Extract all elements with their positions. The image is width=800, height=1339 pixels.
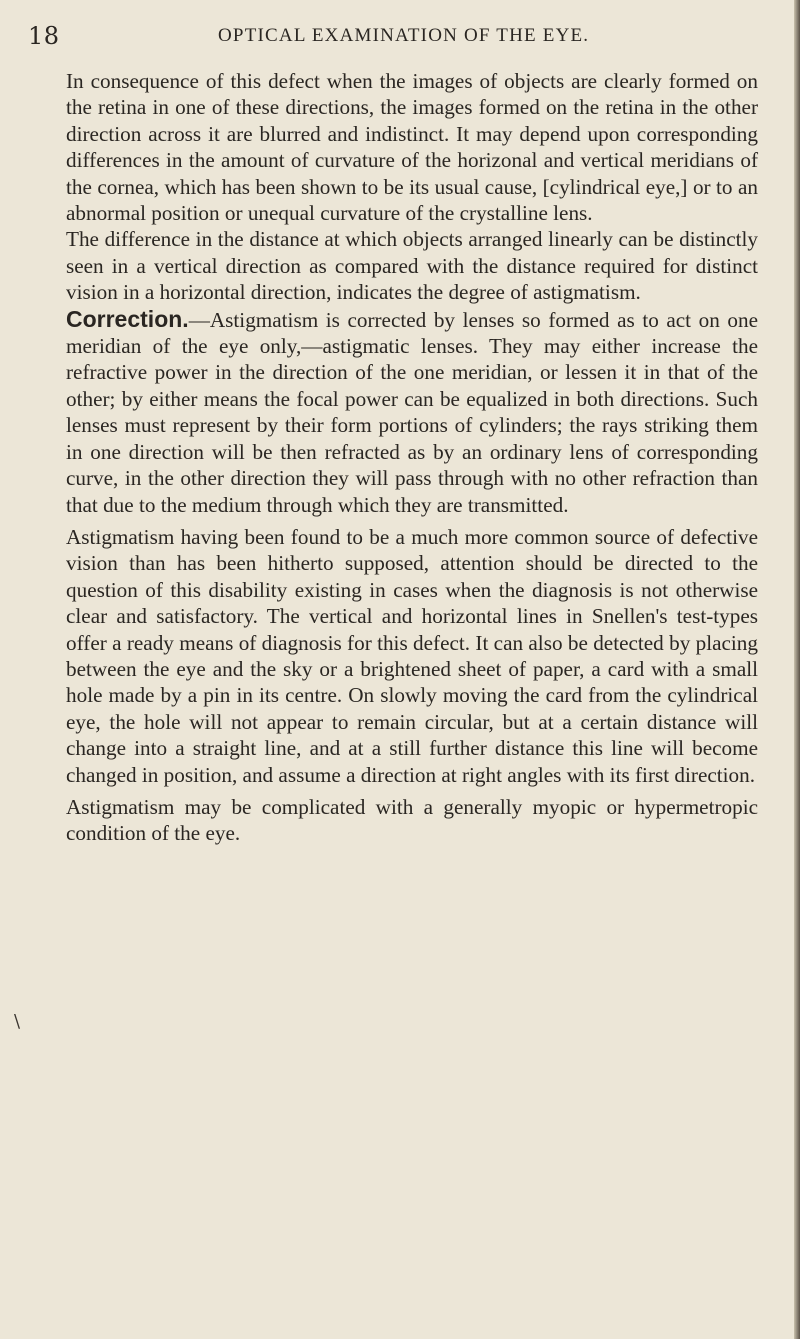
paragraph-4: Astigmatism having been found to be a much more common source of defective vision than has been hitherto supposed, attention should be directed to the question of this disability existing in cases when the diagnosis is not otherwise clear and satisfactory. The vertical and horizontal lines in Snellen's test-types offer a ready means of diagnosis for this defect. It can also be detected by placing between the eye and the sky or a brightened sheet of paper, a card with a small hole made by a pin in its centre. On slowly moving the card from the cylindrical eye, the hole will not appear to remain circular, but at a certain distance will change into a straight line, and at a still further distance this line will become changed in position, and assume a direction at right angles with its first direction. bbox=[66, 524, 758, 787]
section-heading-correction: Correction. bbox=[66, 305, 189, 332]
paragraph-5: Astigmatism may be complicated with a generally myopic or hypermetropic condition of the eye. bbox=[66, 794, 758, 846]
page-edge-shadow bbox=[794, 0, 800, 1339]
paragraph-2-text: The difference in the distance at which objects arranged linearly can be distinctly seen in a vertical direction as compared with the distance required for distinct vision in a horizontal direction, indicates the degree of astigmatism. bbox=[66, 227, 758, 305]
margin-mark: \ bbox=[14, 1011, 21, 1032]
paragraph-2 bbox=[66, 226, 758, 305]
running-title: OPTICAL EXAMINATION OF THE EYE. bbox=[218, 25, 590, 46]
page-number: 18 bbox=[28, 22, 60, 50]
page-header bbox=[28, 22, 748, 52]
paragraph-1: In consequence of this defect when the images of objects are clearly formed on the retina in one of these directions, the images formed on the retina in the other direction across it are blurred and indistinct. It may depend upon corresponding differences in the amount of curvature of the horizonal and vertical meridians of the cornea, which has been shown to be its usual cause, [cylindrical eye,] or to an abnormal position or unequal curvature of the crystalline lens. bbox=[66, 69, 758, 226]
paragraph-3 bbox=[66, 306, 758, 518]
body-text bbox=[66, 68, 758, 847]
paragraph-3-text: —Astigmatism is corrected by lenses so formed as to act on one meridian of the eye only,—astigmatic lenses. They may either increase the refractive power in the direction of the one meridian, or lessen it in that of the other; by either means the focal power can be equalized in both directions. Such lenses must represent by their form portions of cylinders; the rays striking them in one direction will be then refracted as by an ordinary lens of corresponding curve, in the other direction they will pass through with no other refraction than that due to the medium through which they are transmitted. bbox=[66, 307, 758, 517]
